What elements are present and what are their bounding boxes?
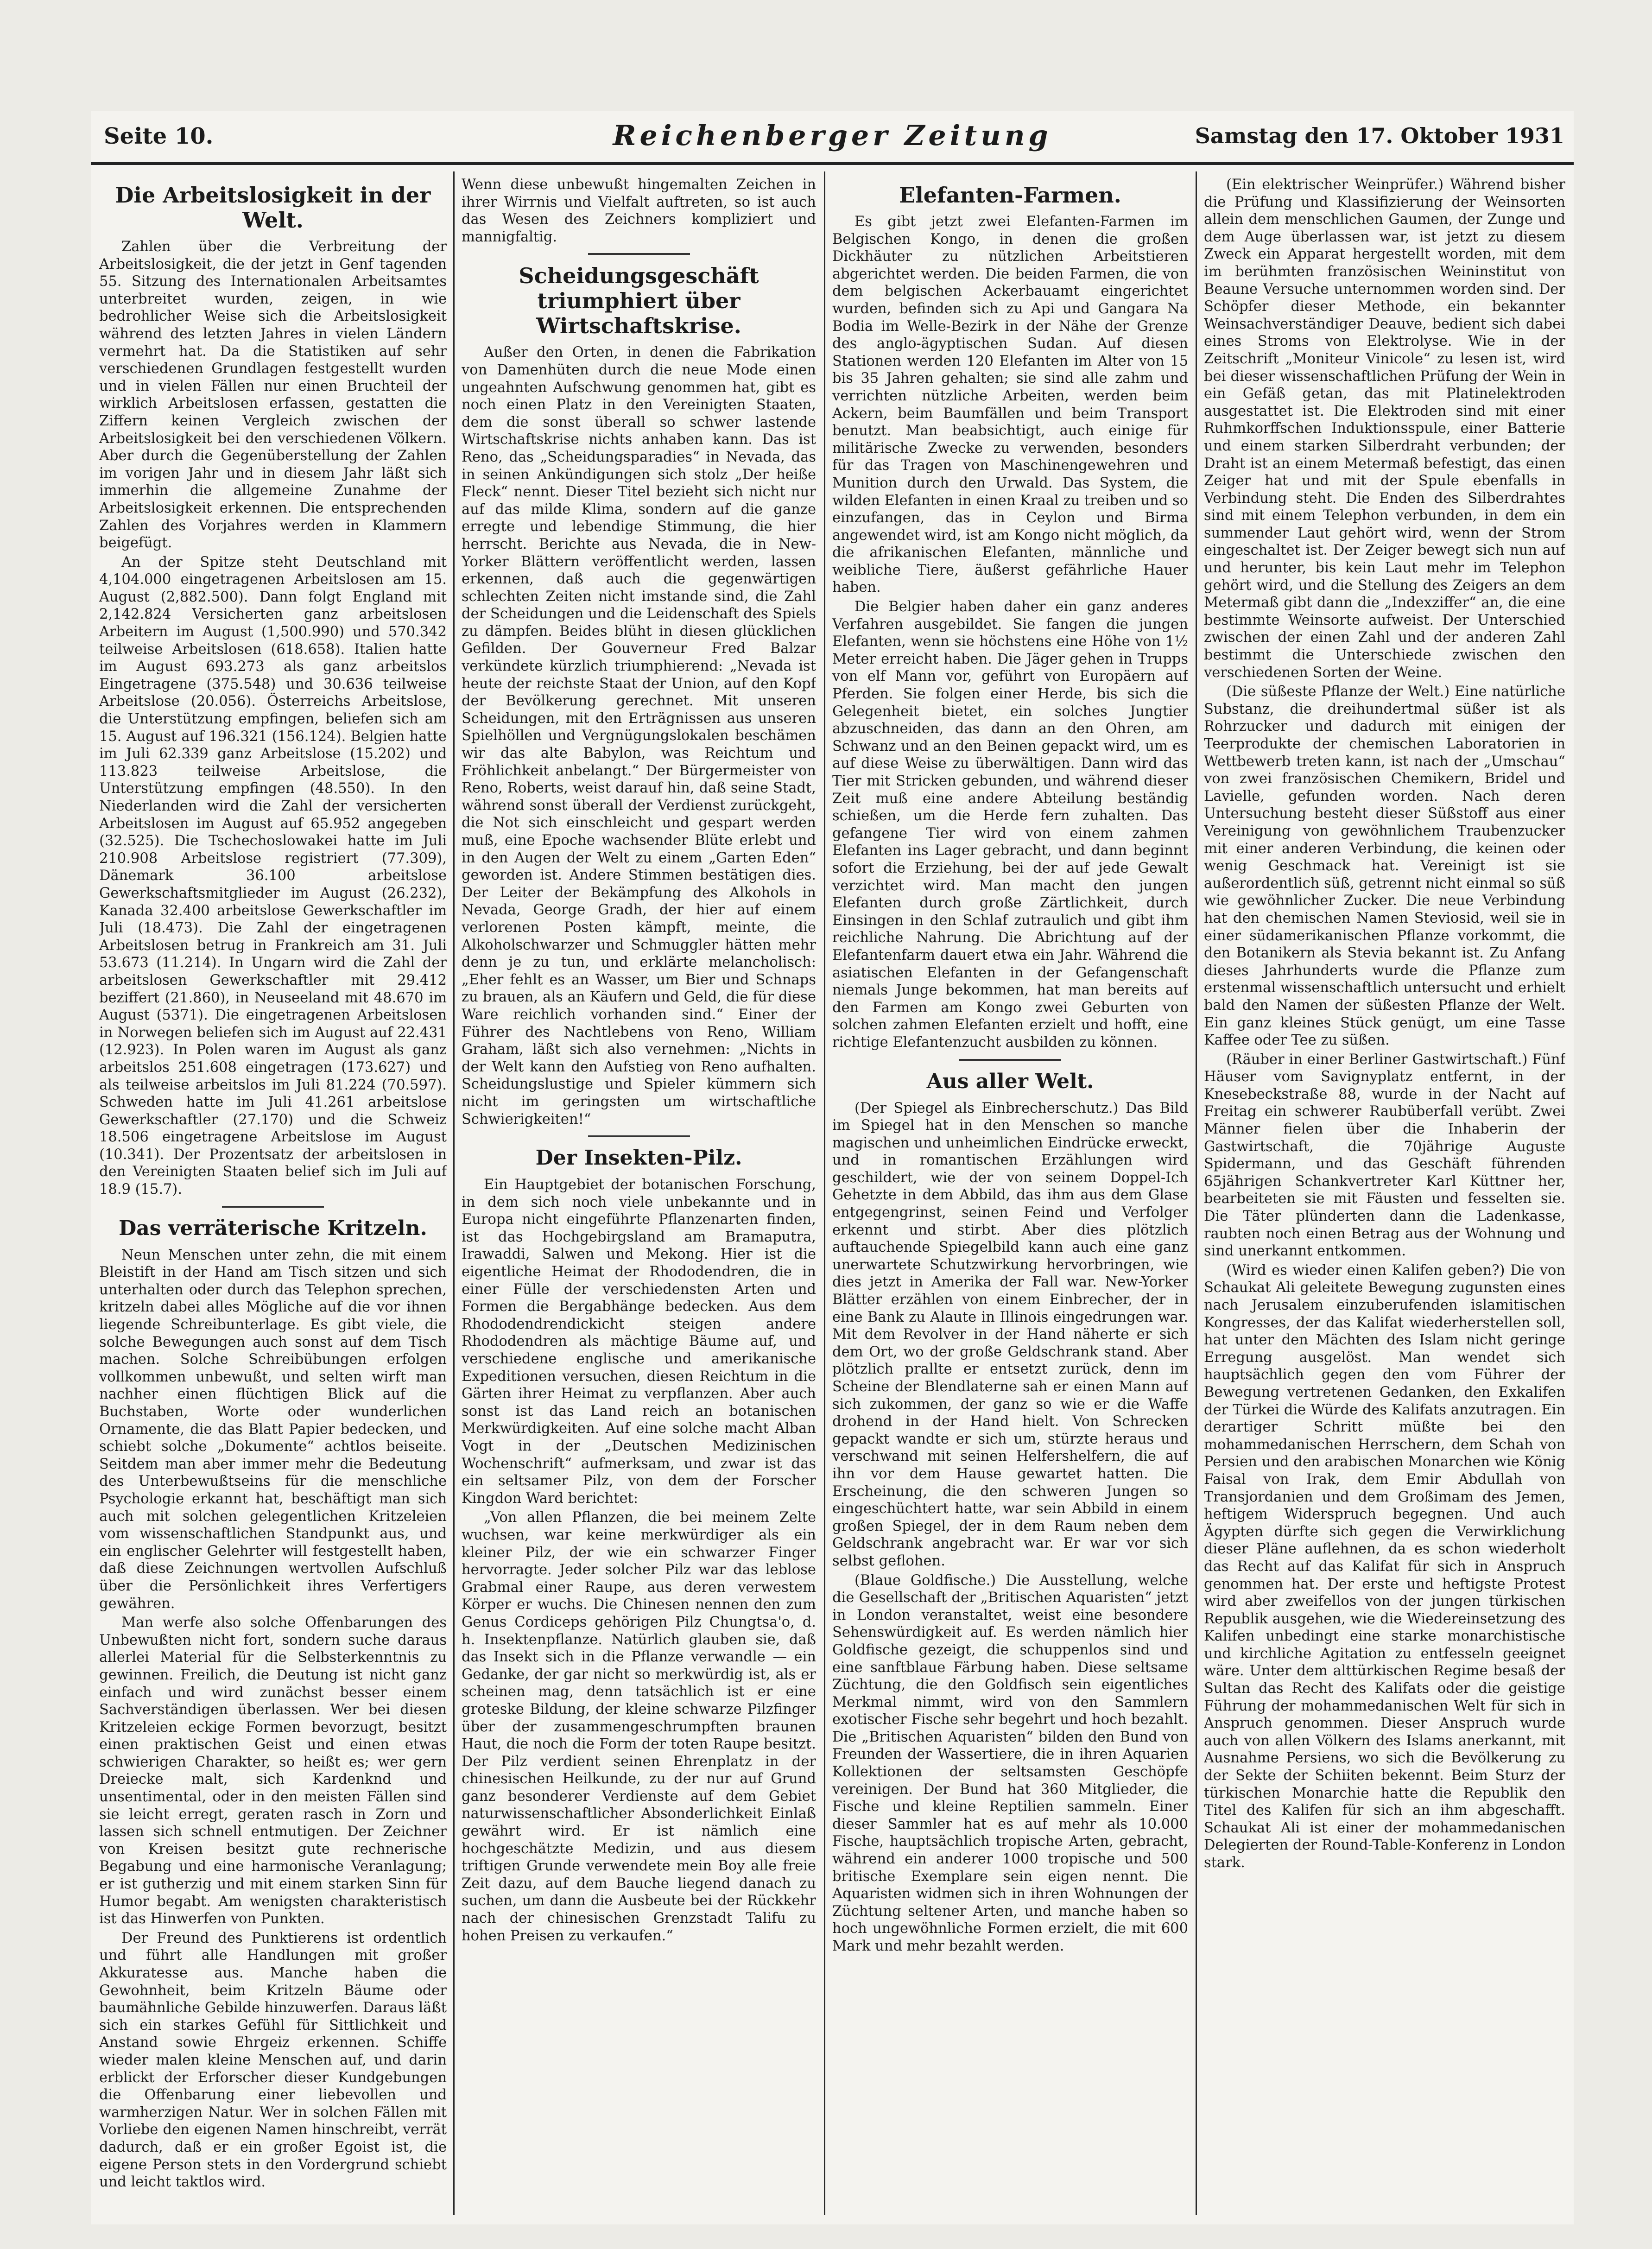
column-2 <box>462 176 816 2215</box>
article-headline: Scheidungsgeschäft triumphiert über Wirtschaftskrise. <box>519 263 759 339</box>
column-3 <box>832 176 1188 2215</box>
column-divider <box>824 171 825 2215</box>
page-number: Seite 10. <box>104 123 214 149</box>
section-rule <box>222 1206 324 1208</box>
article-paragraph: Es gibt jetzt zwei Elefanten-Farmen im Belgischen Kongo, in denen die großen Dickhäuter zu nützlichen Arbeitstieren abgerichtet werden. Die beiden Farmen, die von dem belgischen Ackerbauamt eingerichtet wurden, befinden sich zu Api und Gangara Na Bodia im Welle-Bezirk in der Nähe der Grenze des anglo-ägyptischen Sudan. Auf diesen Stationen werden 120 Elefanten im Alter von 15 bis 35 Jahren gehalten; sie sind alle zahm und verrichten nützliche Arbeiten, werden beim Ackern, beim Baumfällen und beim Transport benutzt. Man beabsichtigt, auch einige für militärische Zwecke zu verwenden, besonders für das Tragen von Maschinengewehren und Munition durch den Urwald. Das System, die wilden Elefanten in einen Kraal zu treiben und so einzufangen, das in Ceylon und Birma angewendet wird, ist am Kongo nicht möglich, da die afrikanischen Elefanten, männliche und weibliche Tiere, äußerst gefährliche Hauer haben. <box>832 214 1188 596</box>
newspaper-page <box>91 111 1574 2224</box>
section-rule <box>588 253 690 255</box>
article-headline: Aus aller Welt. <box>926 1069 1094 1093</box>
article-paragraph: Neun Menschen unter zehn, die mit einem Bleistift in der Hand am Tisch sitzen und sich unterhalten oder durch das Telephon sprechen, kritzeln dabei alles Mögliche auf die vor ihnen liegende Schreibunterlage. Es gibt viele, die solche Bewegungen auch sonst auf dem Tisch machen. Solche Schreibübungen erfolgen vollkommen unbewußt, und selten wirft man nachher einen flüchtigen Blick auf die Buchstaben, Worte oder wunderlichen Ornamente, die das Blatt Papier bedecken, und schiebt solche „Dokumente“ achtlos beiseite. Seitdem man aber immer mehr die Bedeutung des Unterbewußtseins für die menschliche Psychologie erkannt hat, beschäftigt man sich auch mit solchen gelegentlichen Kritzeleien vom wissenschaftlichen Standpunkt aus, und ein englischer Gelehrter will festgestellt haben, daß diese Zeichnungen wertvollen Aufschluß über die Persönlichkeit ihres Verfertigers gewähren. <box>99 1247 447 1612</box>
section-rule <box>588 1135 690 1137</box>
column-divider <box>453 171 455 2215</box>
column-4 <box>1204 176 1565 2215</box>
section-rule <box>959 1059 1061 1061</box>
article-paragraph: Der Freund des Punktierens ist ordentlich und führt alle Handlungen mit großer Akkuratesse aus. Manche haben die Gewohnheit, beim Kritzeln Bäume oder baumähnliche Gebilde hinzuwerfen. Daraus läßt sich ein starkes Gefühl für Sittlichkeit und Anstand sowie Ehrgeiz erkennen. Schiffe wieder malen kleine Menschen auf, und darin erblickt der Erforscher dieser Kundgebungen die Offenbarung einer liebevollen und warmherzigen Natur. Wer in solchen Fällen mit Vorliebe den eigenen Namen hinschreibt, verrät dadurch, daß er ein großer Egoist ist, die eigene Person stets in den Vordergrund schiebt und leicht taktlos wird. <box>99 1930 447 2191</box>
article-paragraph: „Von allen Pflanzen, die bei meinem Zelte wuchsen, war keine merkwürdiger als ein kleiner Pilz, der wie ein schwarzer Finger hervorragte. Jeder solcher Pilz war das leblose Grabmal einer Raupe, aus deren verwestem Körper er wuchs. Die Chinesen nennen den zum Genus Cordiceps gehörigen Pilz Chungtsa'o, d. h. Insektenpflanze. Natürlich glauben sie, daß das Insekt sich in die Pflanze verwandle — ein Gedanke, der gar nicht so merkwürdig ist, als er scheinen mag, denn tatsächlich ist er eine groteske Bildung, der kleine schwarze Pilzfinger über der zusammengeschrumpften braunen Haut, die noch die Form der toten Raupe besitzt. Der Pilz verdient seinen Ehrenplatz in der chinesischen Heilkunde, zu der nur auf Grund ganz besonderer Verdienste auf dem Gebiet naturwissenschaftlicher Absonderlichkeit Einlaß gewährt wird. Er ist nämlich eine hochgeschätzte Medizin, und aus diesem triftigen Grunde verwendete mein Boy alle freie Zeit dazu, auf dem Bauche liegend danach zu suchen, um dann die Ausbeute bei der Rückkehr nach der chinesischen Grenzstadt Talifu zu hohen Preisen zu verkaufen.“ <box>462 1509 816 1944</box>
article-paragraph: (Ein elektrischer Weinprüfer.) Während bisher die Prüfung und Klassifizierung der Weinsorten allein dem menschlichen Gaumen, der Zunge und dem Auge überlassen war, ist jetzt zu diesem Zweck ein Apparat hergestellt worden, mit dem im berühmten französischen Weininstitut von Beaune Versuche unternommen worden sind. Der Schöpfer dieser Methode, ein bekannter Weinsachverständiger Deauve, bedient sich dabei eines Stroms von Elektrolyse. Wie in der Zeitschrift „Moniteur Vinicole“ zu lesen ist, wird bei dieser wissenschaftlichen Prüfung der Wein in ein Gefäß getan, das mit Platinelektroden ausgestattet ist. Die Elektroden sind mit einer Ruhmkorffschen Induktionsspule, einer Batterie und einem starken Silberdraht verbunden; der Draht ist an einem Metermaß befestigt, das einen Zeiger hat und mit der Spule ebenfalls in Verbindung steht. Die Enden des Silberdrahtes sind mit einem Telephon verbunden, in dem ein summender Laut gehört wird, wenn der Strom eingeschaltet ist. Der Zeiger bewegt sich nun auf und herunter, bis kein Laut mehr im Telephon gehört wird, und die Stellung des Zeigers an dem Metermaß gibt dann die „Indexziffer“ an, die eine bestimmte Weinsorte aufweist. Der Unterschied zwischen der einen Zahl und der anderen Zahl bestimmt die Unterschiede zwischen den verschiedenen Sorten der Weine. <box>1204 177 1565 681</box>
column-1 <box>99 176 447 2215</box>
article-paragraph: (Wird es wieder einen Kalifen geben?) Die von Schaukat Ali geleitete Bewegung zugunsten eines nach Jerusalem einzuberufenden islamitischen Kongresses, der das Kalifat wiederherstellen soll, hat unter den Mächten des Islam nicht geringe Erregung ausgelöst. Man wendet sich hauptsächlich gegen den vom Führer der Bewegung vertretenen Gedanken, den Exkalifen der Türkei die Würde des Kalifats anzutragen. Ein derartiger Schritt müßte bei den mohammedanischen Herrschern, dem Schah von Persien und den arabischen Monarchen wie König Faisal von Irak, dem Emir Abdullah von Transjordanien und dem Großimam des Jemen, heftigem Widerspruch begegnen. Und auch Ägypten dürfte sich gegen die Verwirklichung dieser Pläne auflehnen, da es schon wiederholt das Recht auf das Kalifat für sich in Anspruch genommen hat. Der erste und heftigste Protest wird aber zweifellos von der jungen türkischen Republik ausgehen, wie die Wiedereinsetzung des Kalifen unbedingt eine starke monarchistische und kirchliche Agitation zu entfesseln geeignet wäre. Unter dem alttürkischen Regime besaß der Sultan das Recht des Kalifats oder die geistige Führung der mohammedanischen Welt für sich in Anspruch genommen. Dieser Anspruch wurde auch von allen Völkern des Islams anerkannt, mit Ausnahme Persiens, wo sich die Bevölkerung zu der Sekte der Schiiten bekennt. Beim Sturz der türkischen Monarchie hatte die Republik den Titel des Kalifen für sich an ihm abgeschafft. Schaukat Ali ist einer der mohammedanischen Delegierten der Round-Table-Konferenz in London stark. <box>1204 1262 1565 1871</box>
article-headline: Der Insekten-Pilz. <box>535 1146 742 1170</box>
article-paragraph: Wenn diese unbewußt hingemalten Zeichen in ihrer Wirrnis und Vielfalt auftreten, so ist auch das Wesen des Zeichners kompliziert und mannigfaltig. <box>462 177 816 245</box>
article-headline: Das verräterische Kritzeln. <box>119 1216 427 1240</box>
article-paragraph: (Die süßeste Pflanze der Welt.) Eine natürliche Substanz, die dreihundertmal süßer ist als Rohrzucker und dadurch mit einigen der Teerprodukte der chemischen Laboratorien in Wettbewerb treten kann, ist nach der „Umschau“ von zwei französischen Chemikern, Bridel und Lavielle, gefunden worden. Nach deren Untersuchung besteht dieser Süßstoff aus einer Vereinigung von gewöhnlichem Traubenzucker mit einer anderen Verbindung, die keinen oder wenig Geschmack hat. Vereinigt ist sie außerordentlich süß, getrennt nicht einmal so süß wie gewöhnlicher Zucker. Die neue Verbindung hat den chemischen Namen Steviosid, weil sie in einer südamerikanischen Pflanze vorkommt, die den Botanikern als Stevia bekannt ist. Zu Anfang dieses Jahrhunderts wurde die Pflanze zum erstenmal wissenschaftlich untersucht und erhielt bald den Namen der süßesten Pflanze der Welt. Ein ganz kleines Stück genügt, um eine Tasse Kaffee oder Tee zu süßen. <box>1204 684 1565 1049</box>
article-paragraph: Zahlen über die Verbreitung der Arbeitslosigkeit, die der jetzt in Genf tagenden 55. Sitzung des Internationalen Arbeitsamtes unterbreitet wurden, zeigen, in wie bedrohlicher Weise sich die Arbeitslosigkeit während des letzten Jahres in vielen Ländern vermehrt hat. Da die Statistiken auf sehr verschiedenen Grundlagen festgestellt wurden und in vielen Fällen nur einen Bruchteil der wirklich Arbeitslosen erfassen, gestatten die Ziffern keinen Vergleich zwischen der Arbeitslosigkeit bei den verschiedenen Völkern. Aber durch die Gegenüberstellung der Zahlen im vorigen Jahr und in diesem Jahr läßt sich immerhin die allgemeine Zunahme der Arbeitslosigkeit erkennen. Die entsprechenden Zahlen des Vorjahres werden in Klammern beigefügt. <box>99 239 447 551</box>
article-headline: Elefanten-Farmen. <box>899 183 1121 208</box>
masthead <box>91 111 1574 165</box>
article-headline: Die Arbeitslosigkeit in der Welt. <box>115 183 431 233</box>
article-paragraph: An der Spitze steht Deutschland mit 4,104.000 eingetragenen Arbeitslosen am 15. August (2,882.500). Dann folgt England mit 2,142.824 Versicherten ganz arbeitslosen Arbeitern im August (1,500.990) und 570.342 teilweise Arbeitslosen (618.658). Italien hatte im August 693.273 als ganz arbeitslos Eingetragene (375.548) und 30.636 teilweise Arbeitslose (20.056). Österreichs Arbeitslose, die Unterstützung empfingen, beliefen sich am 15. August auf 196.321 (156.124). Belgien hatte im Juli 62.339 ganz Arbeitslose (15.202) und 113.823 teilweise Arbeitslose, die Unterstützung empfingen (48.550). In den Niederlanden wird die Zahl der versicherten Arbeitslosen im August auf 65.952 angegeben (32.525). Die Tschechoslowakei hatte im Juli 210.908 Arbeitslose registriert (77.309), Dänemark 36.100 arbeitslose Gewerkschaftsmitglieder im August (26.232), Kanada 32.400 arbeitslose Gewerkschaftler im Juli (18.473). Die Zahl der eingetragenen Arbeitslosen betrug in Frankreich am 31. Juli 53.673 (11.214). In Ungarn wird die Zahl der arbeitslosen Gewerkschaftler mit 29.412 beziffert (21.860), in Neuseeland mit 48.670 im August (5371). Die eingetragenen Arbeitslosen in Norwegen beliefen sich im August auf 22.431 (12.923). In Polen waren im August als ganz arbeitslos 251.608 eingetragen (173.627) und als teilweise arbeitslos im Juli 81.224 (70.597). Schweden hatte im Juli 41.261 arbeitslose Gewerkschaftler (27.170) und die Schweiz 18.506 eingetragene Arbeitslose im August (10.341). Der Prozentsatz der arbeitslosen in den Vereinigten Staaten belief sich im Juli auf 18.9 (15.7). <box>99 554 447 1198</box>
article-paragraph: Man werfe also solche Offenbarungen des Unbewußten nicht fort, sondern suche daraus allerlei Material für die Selbsterkenntnis zu gewinnen. Freilich, die Deutung ist nicht ganz einfach und wird zunächst besser einem Sachverständigen überlassen. Wer bei diesen Kritzeleien eckige Formen bevorzugt, besitzt einen praktischen Geist und einen etwas schwierigen Charakter, so heißt es; wer gern Dreiecke malt, sich Kardenknd und unsentimental, oder in den meisten Fällen sind sie leicht erregt, geraten rasch in Zorn und lassen sich schnell entmutigen. Der Zeichner von Kreisen besitzt gute rechnerische Begabung und eine harmonische Veranlagung; er ist gutherzig und mit einem starken Sinn für Humor begabt. Am wenigsten charakteristisch ist das Hinwerfen von Punkten. <box>99 1615 447 1927</box>
article-paragraph: Die Belgier haben daher ein ganz anderes Verfahren ausgebildet. Sie fangen die jungen Elefanten, wenn sie höchstens eine Höhe von 1½ Meter erreicht haben. Die Jäger gehen in Trupps von elf Mann vor, geführt von Europäern auf Pferden. Sie folgen einer Herde, bis sich die Gelegenheit bietet, ein solches Jungtier abzuschneiden, das dann an den Ohren, am Schwanz und an den Beinen gepackt wird, um es auf diese Weise zu überwältigen. Dann wird das Tier mit Stricken gebunden, und während dieser Zeit muß eine andere Abteilung beständig schießen, um die Herde fern zuhalten. Das gefangene Tier wird von einem zahmen Elefanten ins Lager gebracht, und dann beginnt sofort die Erziehung, bei der auf jede Gewalt verzichtet wird. Man macht den jungen Elefanten durch große Zärtlichkeit, durch Einsingen in den Schlaf zutraulich und gibt ihm reichliche Nahrung. Die Abrichtung auf der Elefantenfarm dauert etwa ein Jahr. Während die asiatischen Elefanten in der Gefangenschaft niemals Junge bekommen, hat man bereits auf den Farmen am Kongo zwei Geburten von solchen zahmen Elefanten erzielt und hofft, eine richtige Elefantenzucht ausbilden zu können. <box>832 599 1188 1051</box>
article-paragraph: Außer den Orten, in denen die Fabrikation von Damenhüten durch die neue Mode einen ungeahnten Aufschwung genommen hat, gibt es noch einen Platz in den Vereinigten Staaten, dem die sonst überall so schwer lastende Wirtschaftskrise nichts anhaben kann. Das ist Reno, das „Scheidungsparadies“ in Nevada, das in seinen Ankündigungen sich stolz „Der heiße Fleck“ nennt. Dieser Titel bezieht sich nicht nur auf das milde Klima, sondern auf die ganze erregte und lebendige Stimmung, die hier herrscht. Berichte aus Nevada, die in New-Yorker Blättern veröffentlicht werden, lassen erkennen, daß auch die gegenwärtigen schlechten Zeiten nicht imstande sind, die Zahl der Scheidungen und die Leidenschaft des Spiels zu dämpfen. Beides blüht in diesen glücklichen Gefilden. Der Gouverneur Fred Balzar verkündete kürzlich triumphierend: „Nevada ist heute der reichste Staat der Union, auf den Kopf der Bevölkerung gerechnet. Mit unseren Scheidungen, mit den Erträgnissen aus unseren Spielhöllen und Vergnügungslokalen beschämen wir das alte Babylon, was Reichtum und Fröhlichkeit anbelangt.“ Der Bürgermeister von Reno, Roberts, weist darauf hin, daß seine Stadt, während sonst überall der Verdienst zurückgeht, die Not sich einschleicht und gespart werden muß, eine Epoche wachsender Blüte erlebt und in den Augen der Welt zu einem „Garten Eden“ geworden ist. Andere Stimmen bestätigen dies. Der Leiter der Bekämpfung des Alkohols in Nevada, George Gradh, der hier auf einem verlorenen Posten kämpft, meinte, die Alkoholschwarzer und Schmuggler hätten mehr denn je zu tun, und erklärte melancholisch: „Eher fehlt es an Wasser, um Bier und Schnaps zu brauen, als an Käufern und Geld, die für diese Ware reichlich vorhanden sind.“ Einer der Führer des Nachtlebens von Reno, William Graham, läßt sich also vernehmen: „Nichts in der Welt kann den Aufstieg von Reno aufhalten. Scheidungslustige und Spieler kümmern sich nicht im geringsten um wirtschaftliche Schwierigkeiten!“ <box>462 344 816 1128</box>
article-paragraph: (Der Spiegel als Einbrecherschutz.) Das Bild im Spiegel hat in den Menschen so manche magischen und unheimlichen Eindrücke erweckt, und in romantischen Erzählungen wird geschildert, wie der von seinem Doppel-Ich Gehetzte in dem Abbild, das ihm aus dem Glase entgegengrinst, seinen Feind und Verfolger erkennt und stirbt. Aber dies plötzlich auftauchende Spiegelbild kann auch eine ganz unerwartete Schutzwirkung hervorbringen, wie dies jetzt in Amerika der Fall war. New-Yorker Blätter erzählen von einem Einbrecher, der in eine Bank zu Alaute in Illinois eingedrungen war. Mit dem Revolver in der Hand näherte er sich dem Ort, wo der große Geldschrank stand. Aber plötzlich prallte er entsetzt zurück, denn im Scheine der Blendlaterne sah er einen Mann auf sich zukommen, der ganz so wie er die Waffe drohend in der Hand hielt. Von Schrecken gepackt wandte er sich um, stürzte heraus und verschwand mit seinen Helfershelfern, die auf ihn vor dem Hause gewartet hatten. Die Erscheinung, die den schweren Jungen so eingeschüchtert hatte, war sein Abbild in einem großen Spiegel, der in dem Raum neben dem Geldschrank angebracht war. Er war vor sich selbst geflohen. <box>832 1100 1188 1569</box>
column-divider <box>1196 171 1197 2215</box>
newspaper-title: Reichenberger Zeitung <box>613 120 1052 152</box>
article-paragraph: Ein Hauptgebiet der botanischen Forschung, in dem sich noch viele unbekannte und in Europa nicht eingeführte Pflanzenarten finden, ist das Hochgebirgsland am Bramaputra, Irawaddi, Salwen und Mekong. Hier ist die eigentliche Heimat der Rhododendren, die in einer Fülle der verschiedensten Arten und Formen die Bergabhänge bedecken. Aus dem Rhododendrendickicht steigen andere Rhododendren als mächtige Bäume auf, und verschiedene englische und amerikanische Expeditionen versuchen, diesen Reichtum in die Gärten ihrer Heimat zu verpflanzen. Aber auch sonst ist das Land reich an botanischen Merkwürdigkeiten. Auf eine solche macht Alban Vogt in der „Deutschen Medizinischen Wochenschrift“ aufmerksam, und zwar ist das ein seltsamer Pilz, von dem der Forscher Kingdon Ward berichtet: <box>462 1177 816 1507</box>
article-paragraph: (Räuber in einer Berliner Gastwirtschaft.) Fünf Häuser vom Savignyplatz entfernt, in der Knesebeckstraße 88, wurde in der Nacht auf Freitag ein schwerer Raubüberfall verübt. Zwei Männer fielen über die Inhaberin der Gastwirtschaft, die 70jährige Auguste Spidermann, und das Geschäft führenden 65jährigen Schankvertreter Karl Küttner her, bearbeiteten sie mit Fäusten und fesselten sie. Die Täter plünderten dann die Ladenkasse, raubten noch einen Betrag aus der Wohnung und sind unerkannt entkommen. <box>1204 1051 1565 1260</box>
article-paragraph: (Blaue Goldfische.) Die Ausstellung, welche die Gesellschaft der „Britischen Aquaristen“ jetzt in London veranstaltet, weist eine besondere Sehenswürdigkeit auf. Es werden nämlich hier Goldfische gezeigt, die schuppenlos sind und eine sanftblaue Färbung haben. Diese seltsame Züchtung, die den Goldfisch sein eigentliches Merkmal nimmt, wird von den Sammlern exotischer Fische sehr begehrt und hoch bezahlt. Die „Britischen Aquaristen“ bilden den Bund von Freunden der Wassertiere, die in ihren Aquarien Kollektionen der seltsamsten Geschöpfe vereinigen. Der Bund hat 360 Mitglieder, die Fische und kleine Reptilien sammeln. Einer dieser Sammler hat es auf mehr als 10.000 Fische, hauptsächlich tropische Arten, gebracht, während ein anderer 1000 tropische und 500 britische Exemplare sein eigen nennt. Die Aquaristen widmen sich in ihren Wohnungen der Züchtung seltener Arten, und manche haben so hoch ungewöhnliche Formen erzielt, die mit 600 Mark und mehr bezahlt werden. <box>832 1572 1188 1954</box>
issue-date: Samstag den 17. Oktober 1931 <box>1195 123 1564 148</box>
